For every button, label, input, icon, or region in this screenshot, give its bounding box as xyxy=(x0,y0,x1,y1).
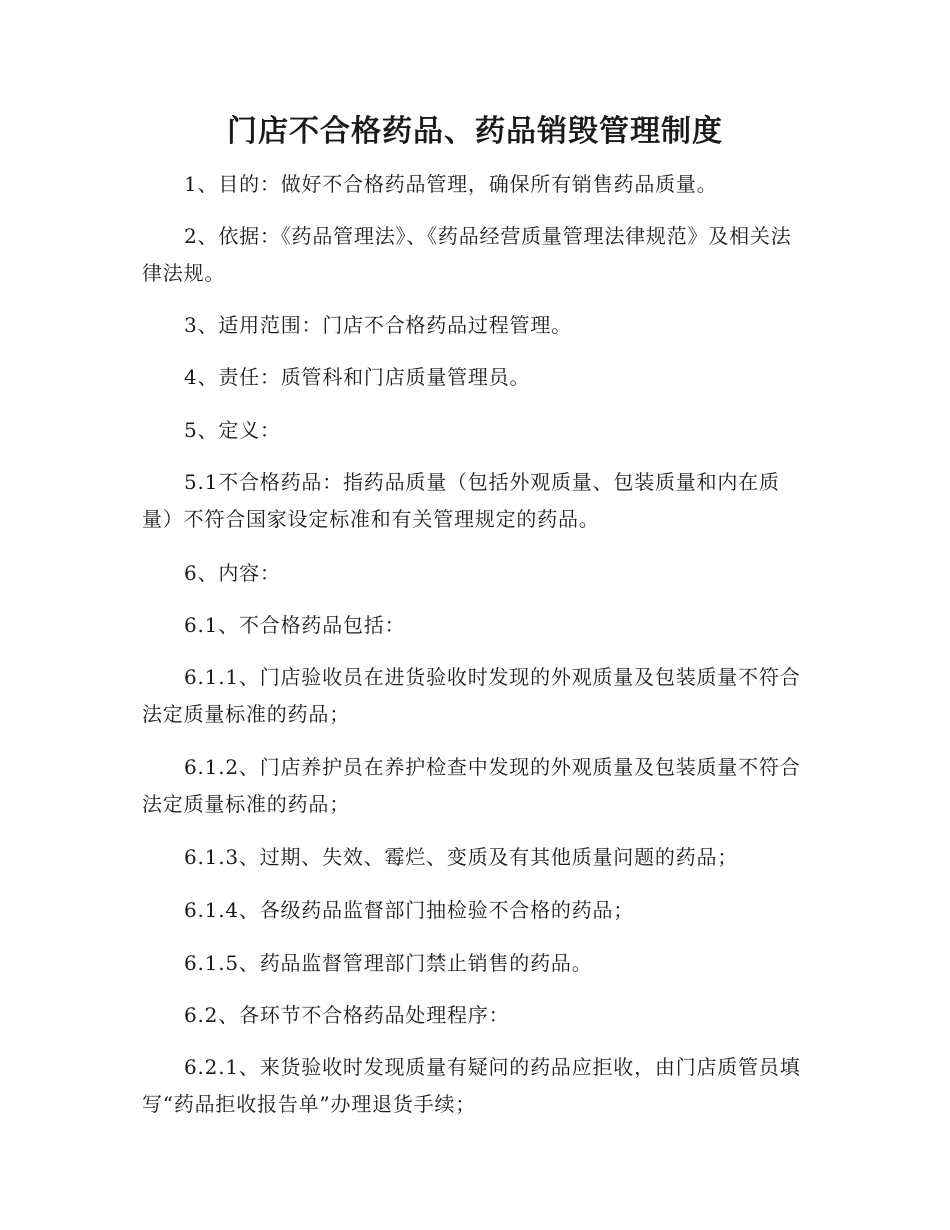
paragraph-6-2-1: 6.2.1、来货验收时发现质量有疑问的药品应拒收，由门店质管员填写“药品拒收报告单”办理退货手续； xyxy=(142,1055,801,1116)
paragraph-basis: 2、依据：《药品管理法》、《药品经营质量管理法律规范》及相关法律法规。 xyxy=(142,224,792,285)
paragraph-6-2: 6.2、各环节不合格药品处理程序： xyxy=(184,1003,510,1027)
paragraph-scope: 3、适用范围：门店不合格药品过程管理。 xyxy=(184,313,572,337)
document-title: 门店不合格药品、药品销毁管理制度 xyxy=(227,114,723,149)
paragraph-purpose: 1、目的：做好不合格药品管理，确保所有销售药品质量。 xyxy=(184,172,718,196)
paragraph-6-1-3: 6.1.3、过期、失效、霉烂、变质及有其他质量问题的药品； xyxy=(184,845,739,869)
paragraph-content: 6、内容： xyxy=(184,561,281,585)
paragraph-6-1-1: 6.1.1、门店验收员在进货验收时发现的外观质量及包装质量不符合法定质量标准的药品； xyxy=(142,665,801,726)
paragraph-6-1-2: 6.1.2、门店养护员在养护检查中发现的外观质量及包装质量不符合法定质量标准的药品； xyxy=(142,755,801,816)
paragraph-6-1-4: 6.1.4、各级药品监督部门抽检验不合格的药品； xyxy=(184,898,635,922)
paragraph-6-1: 6.1、不合格药品包括： xyxy=(184,613,406,637)
paragraph-6-1-5: 6.1.5、药品监督管理部门禁止销售的药品。 xyxy=(184,951,593,975)
paragraph-definition: 5、定义： xyxy=(184,418,281,442)
paragraph-definition-5-1: 5.1不合格药品：指药品质量（包括外观质量、包装质量和内在质量）不符合国家设定标准和有关管理规定的药品。 xyxy=(142,470,780,531)
paragraph-responsibility: 4、责任：质管科和门店质量管理员。 xyxy=(184,365,531,389)
